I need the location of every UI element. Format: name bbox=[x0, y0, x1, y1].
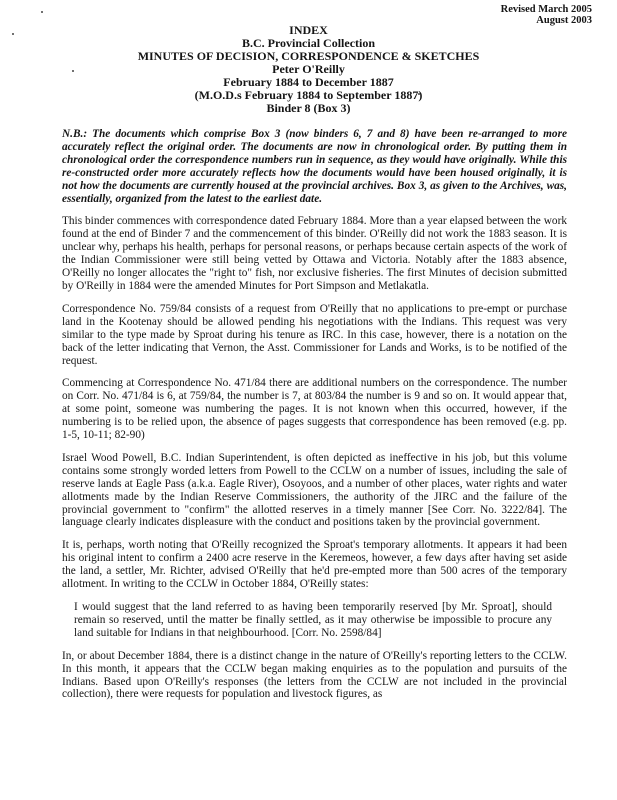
document-body bbox=[62, 128, 567, 711]
block-quote: I would suggest that the land referred to as having been temporarily reserved [by Mr. Sproat], should remain so reserved, until the matter be finally settled, as it may otherwise be impossible to procure any land suitable for Indians in that neighbourhood. [Corr. No. 2598/84] bbox=[74, 601, 552, 639]
body-paragraph: It is, perhaps, worth noting that O'Reilly recognized the Sproat's temporary allotments. It appears it had been his original intent to confirm a 2400 acre reserve in the Keremeos, however, a few days after having set aside the land, a settler, Mr. Richter, advised O'Reilly that he'd pre-empted more than 500 acres of the temporary allotment. In writing to the CCLW in October 1884, O'Reilly states: bbox=[62, 539, 567, 591]
heading-mod-range: (M.O.D.s February 1884 to September 1887) bbox=[194, 88, 423, 102]
document-heading bbox=[0, 24, 617, 115]
original-date: August 2003 bbox=[536, 15, 592, 26]
heading-binder: Binder 8 (Box 3) bbox=[266, 101, 351, 115]
body-paragraph: Israel Wood Powell, B.C. Indian Superintendent, is often depicted as ineffective in his job, but this volume contains some strongly worded letters from Powell to the CCLW on a number of issues, including the sale of reserve lands at Eagle Pass (a.k.a. Eagle River), Osoyoos, and a number of other places, water rights and water allotments made by the Indian Reserve Commissioners, the authority of the JIRC and the failure of the provincial government to "confirm" the allotted reserves in a timely manner [See Corr. No. 3222/84]. The language clearly indicates displeasure with the conduct and positions taken by the provincial government. bbox=[62, 451, 567, 529]
heading-index: INDEX bbox=[289, 23, 328, 37]
body-paragraph: This binder commences with correspondence dated February 1884. More than a year elapsed between the work found at the end of Binder 7 and the commencement of this binder. O'Reilly did not work the 1883 season. It is unclear why, perhaps his health, perhaps for personal reasons, or perhaps because certain aspects of the work of the Indian Commissioner were still being vetted by Ottawa and Victoria. Notably after the 1883 absence, O'Reilly no longer allocates the "right to" fish, nor exclusive fisheries. The first Minutes of decision submitted by O'Reilly in 1884 were the amended Minutes for Port Simpson and Metlakatla. bbox=[62, 215, 567, 292]
body-paragraph: Commencing at Correspondence No. 471/84 there are additional numbers on the correspondence. The number on Corr. No. 471/84 is 6, at 759/84, the number is 7, at 803/84 the number is 9 and so on. It would appear that, at some point, someone was numbering the pages. It is not known when this occurred, however, if the numbering is to be relied upon, the absence of pages suggests that correspondence has been removed (e.g. pp. 1-5, 10-11; 82-90) bbox=[62, 377, 567, 442]
heading-date-range: February 1884 to December 1887 bbox=[223, 75, 394, 89]
body-paragraph: In, or about December 1884, there is a distinct change in the nature of O'Reilly's reporting letters to the CCLW. In this month, it appears that the CCLW began making enquiries as to the population and pursuits of the Indians. Based upon O'Reilly's responses (the letters from the CCLW are not included in the provincial collection), there were requests for population and livestock figures, as bbox=[62, 649, 567, 701]
nota-bene-paragraph: N.B.: The documents which comprise Box 3 (now binders 6, 7 and 8) have been re-arranged to more accurately reflect the original order. The documents are now in chronological order. By putting them in chronological order the correspondence numbers run in sequence, as they would have originally. While this re-constructed order more accurately reflects how the documents would have been housed originally, it is not how the documents are currently housed at the provincial archives. Box 3, as given to the Archives, was, essentially, organized from the latest to the earliest date. bbox=[62, 128, 567, 205]
heading-subject: MINUTES OF DECISION, CORRESPONDENCE & SKETCHES bbox=[137, 49, 480, 63]
revision-note bbox=[501, 4, 592, 26]
heading-collection: B.C. Provincial Collection bbox=[241, 36, 376, 50]
scan-speck bbox=[41, 11, 43, 13]
body-paragraph: Correspondence No. 759/84 consists of a request from O'Reilly that no applications to pre-empt or purchase land in the Kootenay should be allowed pending his negotiations with the Indians. This request was very similar to the type made by Sproat during his tenure as IRC. In this case, however, there is a notation on the back of the letter indicating that Vernon, the Asst. Commissioner for Lands and Works, is to be notified of the request. bbox=[62, 302, 567, 367]
revised-date: Revised March 2005 bbox=[500, 4, 592, 15]
heading-author: Peter O'Reilly bbox=[272, 62, 345, 76]
